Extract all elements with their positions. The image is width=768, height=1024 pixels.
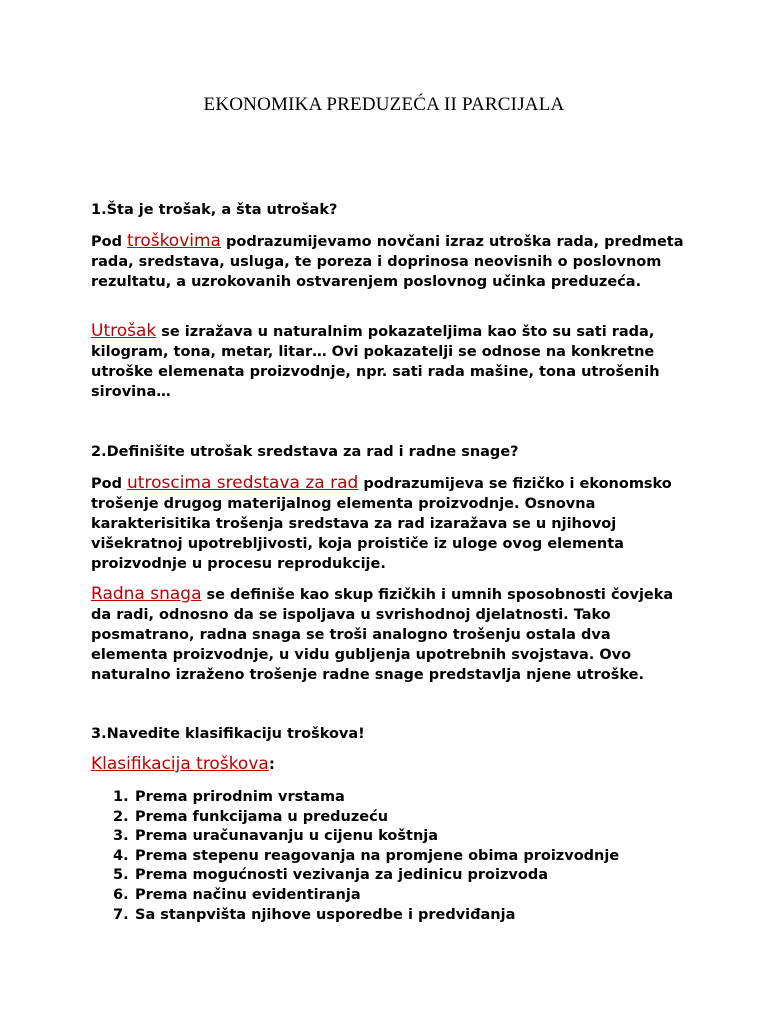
answer-1-p1-prefix: Pod xyxy=(91,234,128,250)
list-item xyxy=(113,886,619,906)
list-item-number: 4. xyxy=(113,847,129,864)
list-item xyxy=(113,788,619,808)
term-utrosak: Utrošak xyxy=(91,321,157,341)
answer-1-p1-text: podrazumijevamo novčani izraz utroška rada, predmeta rada, sredstava, usluga, te poreza i doprinosa neovisnih o poslovnom rezultatu, a uzrokovanih ostvarenjem poslovnog učinka preduzeća. xyxy=(91,234,684,290)
list-item-text: Prema načinu evidentiranja xyxy=(135,886,361,903)
answer-1-p2-text: se izražava u naturalnim pokazateljima kao što su sati rada, kilogram, tona, metar, litar… Ovi pokazatelji se odnose na konkretne utroške elemenata proizvodnje, npr. sati rada mašine, tona utrošenih sirovina… xyxy=(91,324,660,400)
list-item-number: 6. xyxy=(113,886,129,903)
list-item xyxy=(113,906,619,926)
list-item xyxy=(113,808,619,828)
list-item xyxy=(113,827,619,847)
list-item-text: Prema uračunavanju u cijenu koštnja xyxy=(135,828,439,845)
answer-2-paragraph-1 xyxy=(91,473,691,574)
question-2: 2.Definišite utrošak sredstava za rad i radne snage? xyxy=(91,444,519,460)
list-item xyxy=(113,866,619,886)
list-item-number: 3. xyxy=(113,828,129,845)
list-item xyxy=(113,847,619,867)
question-1: 1.Šta je trošak, a šta utrošak? xyxy=(91,202,338,218)
answer-1-paragraph-1 xyxy=(91,231,691,292)
list-item-text: Prema funkcijama u preduzeću xyxy=(135,808,389,825)
classification-heading xyxy=(91,754,275,774)
answer-2-p1-text: podrazumijeva se fizičko i ekonomsko trošenje drugog materijalnog elementa proizvodnje. Osnovna karakterisitika trošenja sredstava za rad izaražava se u njihovoj višekratnoj upotrebljivosti, koja proističe iz uloge ovog elementa proizvodnje u procesu reprodukcije. xyxy=(91,476,672,572)
term-troskovima: troškovima xyxy=(127,231,221,251)
heading-colon: : xyxy=(268,755,275,773)
question-3: 3.Navedite klasifikaciju troškova! xyxy=(91,726,365,742)
list-item-text: Prema stepenu reagovanja na promjene obima proizvodnje xyxy=(135,847,620,864)
list-item-number: 5. xyxy=(113,867,129,884)
answer-2-p1-prefix: Pod xyxy=(91,476,128,492)
list-item-text: Sa stanpvišta njihove usporedbe i predviđanja xyxy=(135,906,516,923)
list-item-text: Prema mogućnosti vezivanja za jedinicu proizvoda xyxy=(135,867,549,884)
list-item-number: 2. xyxy=(113,808,129,825)
term-radna-snaga: Radna snaga xyxy=(91,584,202,604)
document-title: EKONOMIKA PREDUZEĆA II PARCIJALA xyxy=(203,94,565,115)
answer-2-p2-text: se definiše kao skup fizičkih i umnih sposobnosti čovjeka da radi, odnosno da se ispoljava u svrishodnoj djelatnosti. Tako posmatrano, radna snaga se troši analogno trošenju ostala dva elementa proizvodnje, u vidu gubljenja upotrebnih svojstava. Ovo naturalno izraženo trošenje radne snage predstavlja njene utroške. xyxy=(91,587,674,683)
term-klasifikacija-troskova: Klasifikacija troškova xyxy=(91,754,269,774)
list-item-number: 7. xyxy=(113,906,129,923)
term-utroscima-sredstava-za-rad: utroscima sredstava za rad xyxy=(127,473,359,493)
list-item-text: Prema prirodnim vrstama xyxy=(135,789,345,805)
classification-list xyxy=(113,788,619,925)
answer-1-paragraph-2 xyxy=(91,321,691,402)
answer-2-paragraph-2 xyxy=(91,584,691,685)
list-item-number: 1. xyxy=(113,789,129,805)
